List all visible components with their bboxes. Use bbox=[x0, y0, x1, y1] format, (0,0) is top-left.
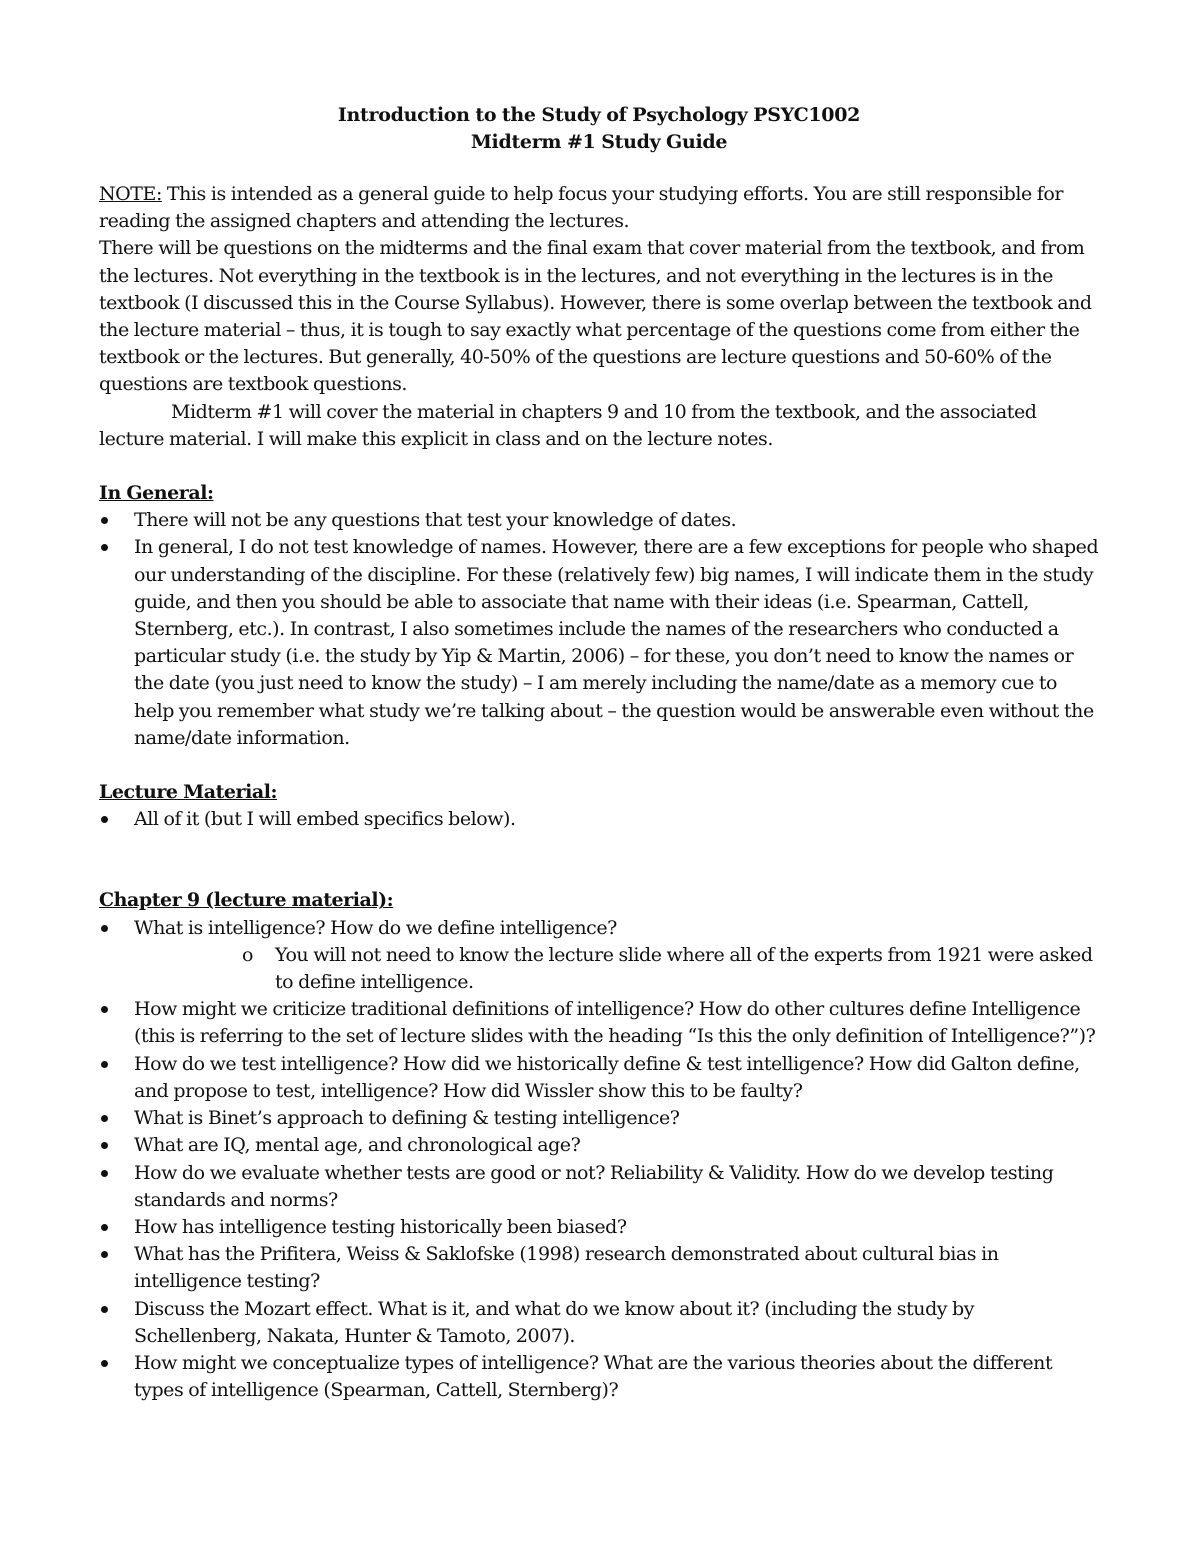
course-title: Introduction to the Study of Psychology PSYC1002 bbox=[337, 104, 861, 126]
exam-content-paragraph: There will be questions on the midterms and the final exam that cover material from the textbook, and from the lectures. Not everything in the textbook is in the lectures, and not everything in the lectures is in the textbook (I discussed this in the Course Syllabus). However, there is some overlap between the textbook and the lecture material – thus, it is tough to say exactly what percentage of the questions come from either the textbook or the lectures. But generally, 40-50% of the questions are lecture questions and 50-60% of the questions are textbook questions. bbox=[99, 237, 1092, 396]
note-paragraph bbox=[99, 181, 1099, 235]
lecture-material-heading: Lecture Material: bbox=[99, 781, 278, 804]
in-general-heading: In General: bbox=[99, 482, 214, 505]
document-page bbox=[99, 102, 1099, 1404]
list-item: How do we evaluate whether tests are good or not? Reliability & Validity. How do we develop testing standards and norms? bbox=[99, 1160, 1099, 1214]
list-item: How might we criticize traditional definitions of intelligence? How do other cultures define Intelligence (this is referring to the set of lecture slides with the heading “Is this the only definition of Intelligence?”)? bbox=[99, 996, 1099, 1050]
midterm-coverage-paragraph: Midterm #1 will cover the material in chapters 9 and 10 from the textbook, and the associated lecture material. I will make this explicit in class and on the lecture notes. bbox=[99, 400, 1037, 450]
document-title bbox=[99, 102, 1099, 156]
note-text: This is intended as a general guide to help focus your studying efforts. You are still responsible for reading the assigned chapters and attending the lectures. bbox=[99, 183, 1063, 233]
list-item-text: What is intelligence? How do we define intelligence? bbox=[134, 916, 617, 939]
list-item: All of it (but I will embed specifics below). bbox=[99, 806, 1099, 833]
sub-list-item: o You will not need to know the lecture slide where all of the experts from 1921 were asked to define intelligence. bbox=[134, 942, 1099, 996]
chapter9-list bbox=[99, 915, 1099, 1405]
list-item: What is Binet’s approach to defining & testing intelligence? bbox=[99, 1105, 1099, 1132]
list-item: There will not be any questions that test your knowledge of dates. bbox=[99, 507, 1099, 534]
list-item: How has intelligence testing historically been biased? bbox=[99, 1214, 1099, 1241]
list-item bbox=[99, 915, 1099, 997]
list-item: In general, I do not test knowledge of names. However, there are a few exceptions for people who shaped our understanding of the discipline. For these (relatively few) big names, I will indicate them in the study guide, and then you should be able to associate that name with their ideas (i.e. Spearman, Cattell, Sternberg, etc.). In contrast, I also sometimes include the names of the researchers who conducted a particular study (i.e. the study by Yip & Martin, 2006) – for these, you don’t need to know the names or the date (you just need to know the study) – I am merely including the name/date as a memory cue to help you remember what study we’re talking about – the question would be answerable even without the name/date information. bbox=[99, 534, 1099, 752]
note-label: NOTE: bbox=[99, 183, 162, 205]
list-item: What has the Prifitera, Weiss & Saklofske (1998) research demonstrated about cultural bias in intelligence testing? bbox=[99, 1241, 1099, 1295]
lecture-material-list bbox=[99, 806, 1099, 833]
study-guide-title: Midterm #1 Study Guide bbox=[470, 131, 728, 153]
chapter9-heading: Chapter 9 (lecture material): bbox=[99, 889, 394, 912]
list-item: How do we test intelligence? How did we historically define & test intelligence? How did Galton define, and propose to test, intelligence? How did Wissler show this to be faulty? bbox=[99, 1051, 1099, 1105]
in-general-list bbox=[99, 507, 1099, 752]
list-item: Discuss the Mozart effect. What is it, and what do we know about it? (including the study by Schellenberg, Nakata, Hunter & Tamoto, 2007). bbox=[99, 1296, 1099, 1350]
sub-list bbox=[134, 942, 1099, 996]
list-item: What are IQ, mental age, and chronological age? bbox=[99, 1132, 1099, 1159]
list-item: How might we conceptualize types of intelligence? What are the various theories about the different types of intelligence (Spearman, Cattell, Sternberg)? bbox=[99, 1350, 1099, 1404]
